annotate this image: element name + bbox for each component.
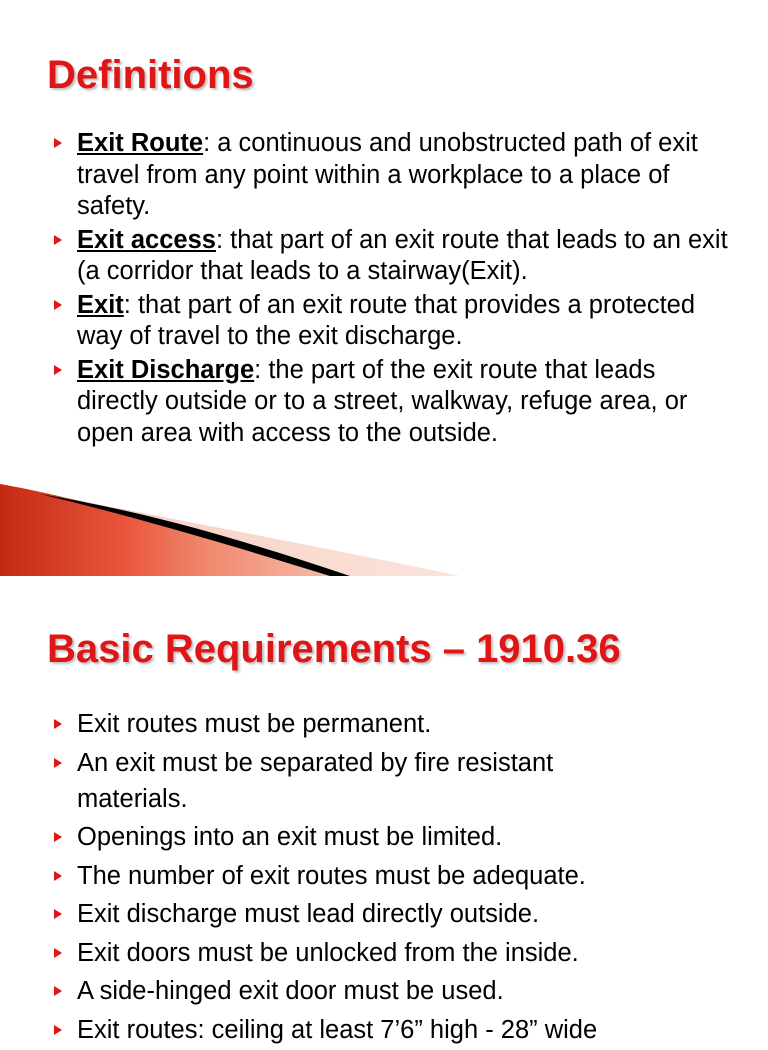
requirement-text: Exit discharge must lead directly outside. xyxy=(77,900,540,928)
definition-term: Exit access xyxy=(77,225,216,254)
requirement-text: A side-hinged exit door must be used. xyxy=(77,977,504,1005)
triangle-bullet-icon xyxy=(54,871,62,881)
requirement-text: The number of exit routes must be adequate. xyxy=(77,861,586,890)
requirement-text: Openings into an exit must be limited. xyxy=(77,823,503,851)
triangle-bullet-icon xyxy=(54,300,62,310)
definition-item-exit xyxy=(52,290,732,353)
definitions-list xyxy=(52,128,732,451)
slide-title-definitions: Definitions xyxy=(47,53,254,97)
requirement-item xyxy=(52,858,652,894)
requirement-item xyxy=(52,1012,652,1048)
triangle-bullet-icon xyxy=(54,365,62,375)
red-swoosh-graphic xyxy=(0,470,768,576)
triangle-bullet-icon xyxy=(54,758,62,768)
slide-title-basic-requirements: Basic Requirements – 1910.36 xyxy=(47,627,621,671)
triangle-bullet-icon xyxy=(54,986,62,996)
definition-term: Exit Discharge xyxy=(77,355,255,384)
requirement-item xyxy=(52,973,652,1009)
definition-text: : a continuous and unobstructed path of exit travel from any point within a workplace to a place of safety. xyxy=(77,129,698,220)
requirement-item xyxy=(52,706,652,742)
triangle-bullet-icon xyxy=(54,1025,62,1035)
definition-text: : that part of an exit route that leads to an exit (a corridor that leads to a stairway(Exit). xyxy=(77,225,728,285)
slide-basic-requirements xyxy=(0,576,768,1044)
requirement-item xyxy=(52,819,652,855)
requirement-text: An exit must be separated by fire resistant materials. xyxy=(77,748,554,813)
triangle-bullet-icon xyxy=(54,909,62,919)
triangle-bullet-icon xyxy=(54,948,62,958)
definition-item-exit-access xyxy=(52,225,732,288)
requirement-item xyxy=(52,896,652,932)
requirement-text: Exit doors must be unlocked from the inside. xyxy=(77,938,579,967)
requirement-text: Exit routes: ceiling at least 7’6” high - 28” wide xyxy=(77,1015,598,1044)
requirement-item xyxy=(52,745,652,817)
requirement-item xyxy=(52,935,652,971)
definition-term: Exit xyxy=(77,290,124,319)
triangle-bullet-icon xyxy=(54,235,62,245)
definition-item-exit-discharge xyxy=(52,355,732,450)
triangle-bullet-icon xyxy=(54,832,62,842)
triangle-bullet-icon xyxy=(54,719,62,729)
triangle-bullet-icon xyxy=(54,138,62,148)
definition-item-exit-route xyxy=(52,128,732,223)
requirement-text: Exit routes must be permanent. xyxy=(77,710,432,738)
definition-term: Exit Route xyxy=(77,129,204,157)
definition-text: : the part of the exit route that leads directly outside or to a street, walkway, refuge area, or open area with access to the outside. xyxy=(77,355,688,447)
requirements-list xyxy=(52,706,652,1050)
definition-text: : that part of an exit route that provides a protected way of travel to the exit discharge. xyxy=(77,290,696,350)
